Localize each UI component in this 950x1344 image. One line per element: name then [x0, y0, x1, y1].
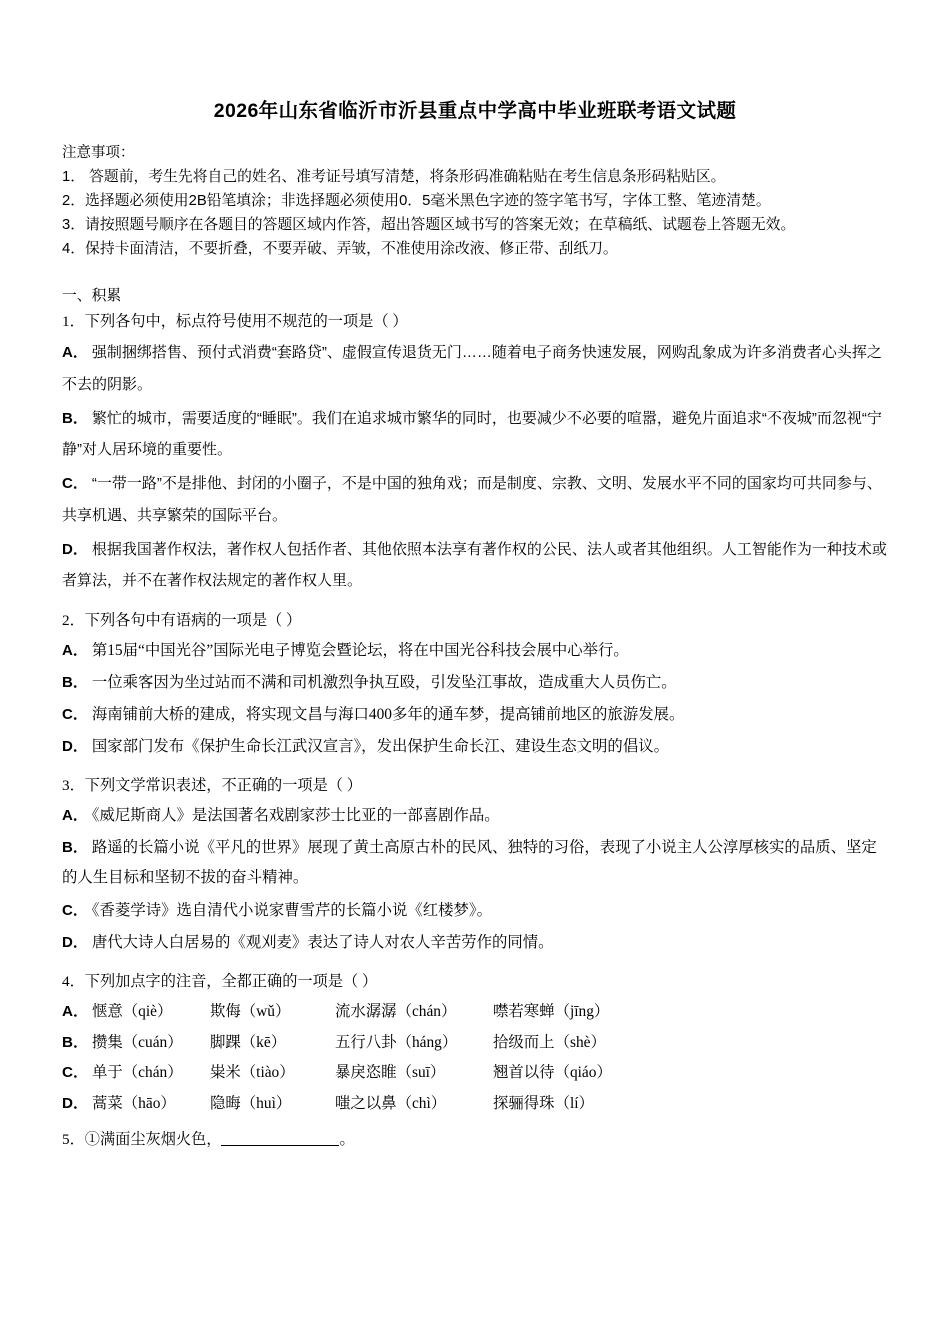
option-label: D． [62, 540, 88, 558]
pronunciation-row [62, 1089, 888, 1120]
section-heading: 一、积累 [62, 287, 122, 304]
option-label: A． [62, 344, 88, 362]
option-label: C． [62, 1064, 89, 1082]
option-text: 强制捆绑搭售、预付式消费“套路贷”、虚假宣传退货无门……随着电子商务快速发展，网购乱象成为许多消费者心头挥之不去的阴影。 [62, 344, 882, 393]
pronunciation-cell: 嗤之以鼻（chì） [335, 1095, 447, 1113]
pronunciation-cell: 惬意（qiè） [92, 1002, 173, 1020]
notice-item: 3．请按照题号顺序在各题目的答题区域内作答，超出答题区域书写的答案无效；在草稿纸、试题卷上答题无效。 [62, 216, 796, 233]
question-stem: 1．下列各句中，标点符号使用不规范的一项是（ ） [62, 312, 408, 330]
option-label: D． [62, 933, 88, 951]
option-text: 第15届“中国光谷”国际光电子博览会暨论坛，将在中国光谷科技会展中心举行。 [91, 642, 629, 660]
option-label: D． [62, 1095, 89, 1113]
option-row [62, 732, 888, 762]
option-text: 国家部门发布《保护生命长江武汉宣言》，发出保护生命长江、建设生态文明的倡议。 [91, 738, 669, 756]
pronunciation-cell: 暴戾恣睢（suī） [335, 1064, 446, 1082]
fill-blank-prefix: 5．①满面尘灰烟火色， [62, 1130, 222, 1148]
option-row [62, 337, 888, 401]
option-text: 唐代大诗人白居易的《观刈麦》表达了诗人对农人辛苦劳作的同情。 [91, 933, 554, 951]
option-row [62, 928, 888, 958]
pronunciation-row [62, 997, 888, 1028]
option-text: 繁忙的城市，需要适度的“睡眠”。我们在追求城市繁华的同时，也要减少不必要的喧嚣，避免片面追求“不夜城”而忽视“宁静”对人居环境的重要性。 [62, 409, 882, 459]
answer-blank[interactable] [221, 1145, 339, 1146]
pronunciation-cell: 脚踝（kē） [210, 1033, 287, 1051]
option-text: 根据我国著作权法，著作权人包括作者、其他依照本法享有著作权的公民、法人或者其他组织。人工智能作为一种技术或者算法，并不在著作权法规定的著作权人里。 [62, 540, 887, 590]
pronunciation-row [62, 1058, 888, 1089]
option-row [62, 896, 888, 926]
pronunciation-cell: 欺侮（wǔ） [210, 1002, 291, 1020]
pronunciation-cell: 拾级而上（shè） [493, 1033, 606, 1051]
option-label: A． [62, 1002, 89, 1020]
option-label: B． [62, 839, 88, 857]
option-label: B． [62, 409, 88, 427]
option-label: D． [62, 738, 88, 756]
question-stem: 2．下列各句中有语病的一项是（ ） [62, 612, 302, 630]
option-label: A． [62, 642, 88, 660]
page-title: 2026年山东省临沂市沂县重点中学高中毕业班联考语文试题 [213, 100, 737, 122]
option-label: B． [62, 1033, 89, 1051]
option-text: 海南铺前大桥的建成，将实现文昌与海口400多年的通车梦，提高铺前地区的旅游发展。 [91, 706, 685, 724]
pronunciation-cell: 探骊得珠（lí） [493, 1095, 594, 1113]
option-row [62, 668, 888, 698]
pronunciation-cell: 攒集（cuán） [92, 1033, 183, 1051]
option-label: C． [62, 475, 88, 493]
notice-heading: 注意事项： [62, 145, 135, 161]
notice-item: 4．保持卡面清洁，不要折叠，不要弄破、弄皱，不准使用涂改液、修正带、刮纸刀。 [62, 240, 618, 257]
option-text: 《香菱学诗》选自清代小说家曹雪芹的长篇小说《红楼梦》。 [91, 901, 492, 919]
question-stem: 3．下列文学常识表述，不正确的一项是（ ） [62, 777, 362, 795]
option-row [62, 534, 888, 598]
option-label: A． [62, 807, 88, 825]
pronunciation-row [62, 1028, 888, 1059]
notice-item: 2．选择题必须使用2B铅笔填涂；非选择题必须使用0．5毫米黑色字迹的签字笔书写，字体工整、笔迹清楚。 [62, 192, 771, 209]
pronunciation-cell: 隐晦（huì） [210, 1095, 292, 1113]
option-row [62, 403, 888, 467]
question-stem: 4．下列加点字的注音，全都正确的一项是（ ） [62, 972, 378, 990]
option-text: 《威尼斯商人》是法国著名戏剧家莎士比亚的一部喜剧作品。 [91, 807, 500, 825]
pronunciation-cell: 翘首以待（qiáo） [493, 1064, 612, 1082]
option-text: “一带一路”不是排他、封闭的小圈子，不是中国的独角戏；而是制度、宗教、文明、发展水平不同的国家均可共同参与、共享机遇、共享繁荣的国际平台。 [62, 475, 882, 524]
question-stem [62, 1126, 888, 1153]
notice-item: 1． 答题前，考生先将自己的姓名、准考证号填写清楚，将条形码准确粘贴在考生信息条形码粘贴区。 [62, 169, 726, 185]
option-row [62, 636, 888, 666]
option-text: 一位乘客因为坐过站而不满和司机激烈争执互殴，引发坠江事故，造成重大人员伤亡。 [91, 674, 677, 692]
option-row [62, 468, 888, 532]
pronunciation-cell: 粜米（tiào） [210, 1064, 295, 1082]
option-label: C． [62, 706, 88, 724]
pronunciation-cell: 流水潺潺（chán） [335, 1002, 457, 1020]
option-label: B． [62, 674, 88, 692]
fill-blank-suffix: 。 [339, 1130, 355, 1148]
pronunciation-cell: 噤若寒蝉（jīng） [493, 1002, 610, 1020]
option-row [62, 801, 888, 831]
pronunciation-cell: 五行八卦（háng） [335, 1033, 458, 1051]
option-row [62, 700, 888, 730]
option-text: 路遥的长篇小说《平凡的世界》展现了黄土高原古朴的民风、独特的习俗，表现了小说主人公淳厚核实的品质、坚定的人生目标和坚韧不拔的奋斗精神。 [62, 839, 877, 887]
pronunciation-cell: 蒿菜（hāo） [92, 1095, 176, 1113]
option-row [62, 833, 888, 893]
option-label: C． [62, 901, 88, 919]
pronunciation-cell: 单于（chán） [92, 1064, 183, 1082]
